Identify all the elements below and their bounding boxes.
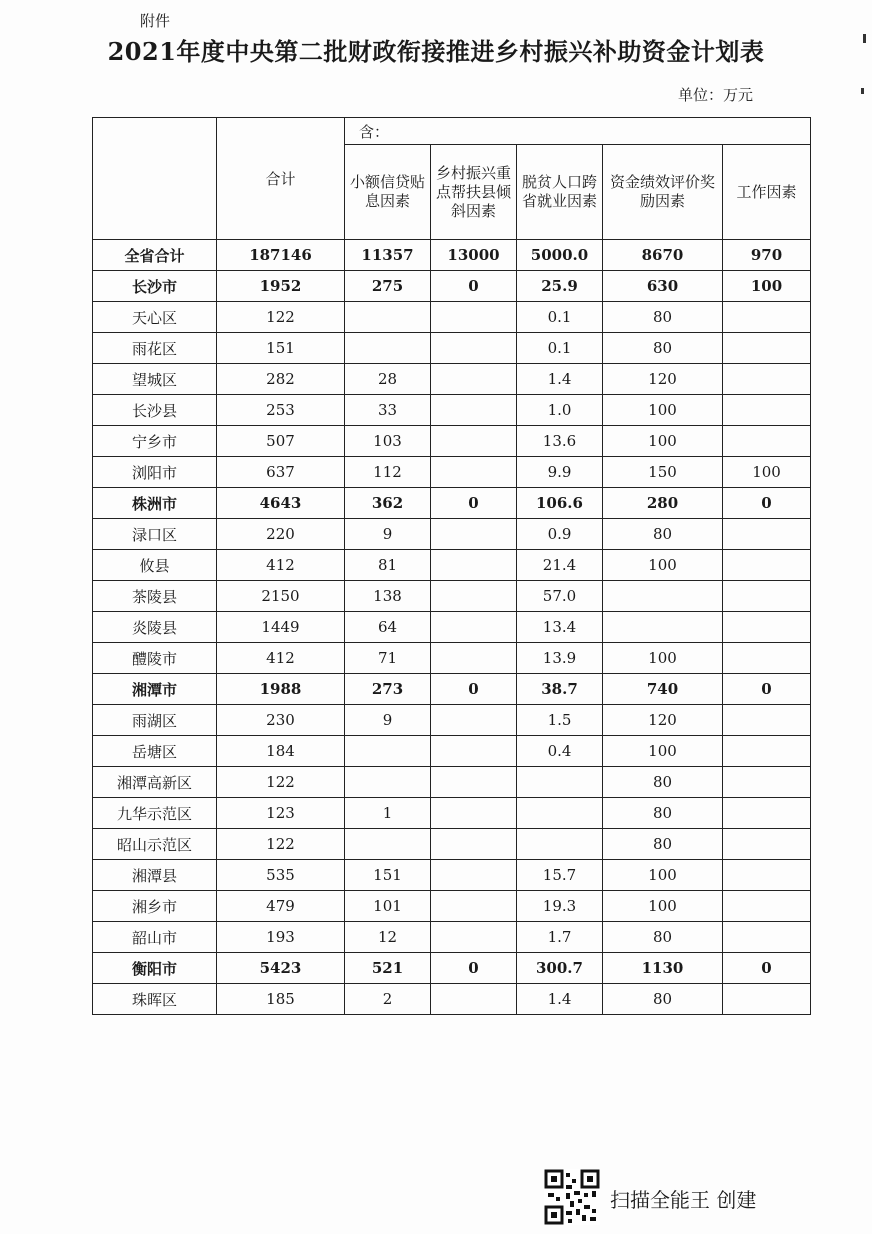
cell-microcredit: 28 — [345, 364, 431, 395]
cell-total: 1952 — [217, 271, 345, 302]
cell-employment: 25.9 — [517, 271, 603, 302]
cell-key-county: 0 — [431, 488, 517, 519]
cell-microcredit: 11357 — [345, 240, 431, 271]
cell-employment: 0.4 — [517, 736, 603, 767]
cell-key-county — [431, 705, 517, 736]
cell-region: 雨花区 — [93, 333, 217, 364]
cell-employment: 13.4 — [517, 612, 603, 643]
cell-work: 0 — [723, 674, 811, 705]
cell-performance: 80 — [603, 519, 723, 550]
cell-region: 攸县 — [93, 550, 217, 581]
cell-employment: 1.5 — [517, 705, 603, 736]
cell-region: 茶陵县 — [93, 581, 217, 612]
cell-performance: 100 — [603, 891, 723, 922]
cell-work — [723, 829, 811, 860]
cell-performance: 120 — [603, 705, 723, 736]
cell-total: 479 — [217, 891, 345, 922]
cell-microcredit: 9 — [345, 705, 431, 736]
cell-total: 412 — [217, 550, 345, 581]
cell-microcredit: 138 — [345, 581, 431, 612]
cell-performance: 120 — [603, 364, 723, 395]
cell-region: 长沙市 — [93, 271, 217, 302]
cell-employment — [517, 767, 603, 798]
cell-performance: 630 — [603, 271, 723, 302]
cell-key-county — [431, 891, 517, 922]
cell-microcredit: 71 — [345, 643, 431, 674]
cell-microcredit: 101 — [345, 891, 431, 922]
cell-microcredit: 521 — [345, 953, 431, 984]
cell-region: 湘乡市 — [93, 891, 217, 922]
cell-employment: 0.9 — [517, 519, 603, 550]
cell-work — [723, 581, 811, 612]
cell-region: 宁乡市 — [93, 426, 217, 457]
cell-key-county — [431, 457, 517, 488]
cell-region: 天心区 — [93, 302, 217, 333]
cell-total: 193 — [217, 922, 345, 953]
cell-employment: 57.0 — [517, 581, 603, 612]
table-row — [93, 240, 811, 271]
header-col1: 小额信贷贴息因素 — [345, 145, 431, 240]
cell-total: 185 — [217, 984, 345, 1015]
cell-total: 507 — [217, 426, 345, 457]
cell-performance: 80 — [603, 333, 723, 364]
cell-performance — [603, 581, 723, 612]
cell-work — [723, 426, 811, 457]
cell-key-county — [431, 643, 517, 674]
cell-performance: 100 — [603, 395, 723, 426]
cell-performance: 1130 — [603, 953, 723, 984]
cell-microcredit: 81 — [345, 550, 431, 581]
cell-key-county — [431, 767, 517, 798]
cell-employment: 1.0 — [517, 395, 603, 426]
table-row — [93, 643, 811, 674]
table-row — [93, 736, 811, 767]
cell-region: 雨湖区 — [93, 705, 217, 736]
table-row — [93, 860, 811, 891]
cell-total: 123 — [217, 798, 345, 829]
cell-microcredit — [345, 829, 431, 860]
cell-work — [723, 519, 811, 550]
cell-region: 醴陵市 — [93, 643, 217, 674]
table-row — [93, 271, 811, 302]
header-including: 含： — [345, 118, 811, 145]
cell-total: 151 — [217, 333, 345, 364]
table-row — [93, 612, 811, 643]
cell-region: 长沙县 — [93, 395, 217, 426]
cell-region: 湘潭高新区 — [93, 767, 217, 798]
cell-region: 渌口区 — [93, 519, 217, 550]
unit-label: 单位：万元 — [678, 86, 754, 104]
cell-employment: 15.7 — [517, 860, 603, 891]
cell-total: 1449 — [217, 612, 345, 643]
cell-key-county — [431, 302, 517, 333]
cell-performance: 80 — [603, 984, 723, 1015]
cell-work — [723, 860, 811, 891]
cell-work — [723, 643, 811, 674]
cell-microcredit: 9 — [345, 519, 431, 550]
cell-microcredit: 362 — [345, 488, 431, 519]
cell-microcredit: 2 — [345, 984, 431, 1015]
cell-key-county — [431, 860, 517, 891]
table-row — [93, 953, 811, 984]
table-row — [93, 767, 811, 798]
cell-work — [723, 798, 811, 829]
page-title: 2021年度中央第二批财政衔接推进乡村振兴补助资金计划表 — [107, 37, 765, 66]
cell-region: 株洲市 — [93, 488, 217, 519]
table-row — [93, 395, 811, 426]
cell-employment: 1.4 — [517, 364, 603, 395]
cell-key-county — [431, 984, 517, 1015]
cell-employment: 38.7 — [517, 674, 603, 705]
cell-key-county — [431, 829, 517, 860]
table-row — [93, 519, 811, 550]
cell-total: 187146 — [217, 240, 345, 271]
cell-microcredit: 103 — [345, 426, 431, 457]
cell-region: 衡阳市 — [93, 953, 217, 984]
cell-total: 122 — [217, 829, 345, 860]
cell-performance: 8670 — [603, 240, 723, 271]
cell-key-county: 13000 — [431, 240, 517, 271]
scan-mark — [861, 88, 864, 94]
table-row — [93, 984, 811, 1015]
cell-employment: 13.9 — [517, 643, 603, 674]
cell-microcredit: 64 — [345, 612, 431, 643]
cell-work: 970 — [723, 240, 811, 271]
header-col5: 工作因素 — [723, 145, 811, 240]
table-row — [93, 302, 811, 333]
cell-total: 253 — [217, 395, 345, 426]
cell-total: 5423 — [217, 953, 345, 984]
cell-work — [723, 364, 811, 395]
cell-key-county — [431, 426, 517, 457]
cell-work — [723, 984, 811, 1015]
table-row — [93, 550, 811, 581]
cell-performance: 100 — [603, 860, 723, 891]
table-row — [93, 829, 811, 860]
cell-work — [723, 395, 811, 426]
cell-total: 184 — [217, 736, 345, 767]
cell-employment — [517, 829, 603, 860]
cell-region: 珠晖区 — [93, 984, 217, 1015]
cell-employment: 9.9 — [517, 457, 603, 488]
cell-region: 湘潭市 — [93, 674, 217, 705]
cell-total: 220 — [217, 519, 345, 550]
cell-total: 1988 — [217, 674, 345, 705]
table-row — [93, 891, 811, 922]
table-row — [93, 488, 811, 519]
cell-work — [723, 891, 811, 922]
cell-work — [723, 736, 811, 767]
table-row — [93, 705, 811, 736]
cell-performance: 80 — [603, 798, 723, 829]
cell-microcredit: 1 — [345, 798, 431, 829]
cell-key-county — [431, 395, 517, 426]
cell-performance: 150 — [603, 457, 723, 488]
cell-key-county — [431, 581, 517, 612]
cell-key-county — [431, 333, 517, 364]
cell-employment: 1.4 — [517, 984, 603, 1015]
cell-total: 535 — [217, 860, 345, 891]
cell-key-county — [431, 364, 517, 395]
cell-work — [723, 333, 811, 364]
table-row — [93, 333, 811, 364]
table-row — [93, 457, 811, 488]
cell-key-county: 0 — [431, 271, 517, 302]
cell-key-county — [431, 612, 517, 643]
qr-code-icon — [544, 1169, 600, 1225]
header-col2: 乡村振兴重点帮扶县倾斜因素 — [431, 145, 517, 240]
cell-key-county — [431, 922, 517, 953]
scanner-watermark: 扫描全能王 创建 — [610, 1188, 757, 1212]
cell-employment: 21.4 — [517, 550, 603, 581]
cell-employment: 19.3 — [517, 891, 603, 922]
cell-region: 望城区 — [93, 364, 217, 395]
cell-key-county: 0 — [431, 953, 517, 984]
cell-performance: 280 — [603, 488, 723, 519]
cell-key-county: 0 — [431, 674, 517, 705]
cell-performance — [603, 612, 723, 643]
cell-region: 全省合计 — [93, 240, 217, 271]
cell-total: 282 — [217, 364, 345, 395]
cell-microcredit: 12 — [345, 922, 431, 953]
cell-performance: 100 — [603, 736, 723, 767]
table-row — [93, 922, 811, 953]
header-region — [93, 118, 217, 240]
cell-performance: 740 — [603, 674, 723, 705]
cell-total: 230 — [217, 705, 345, 736]
cell-performance: 100 — [603, 643, 723, 674]
cell-employment: 0.1 — [517, 333, 603, 364]
table-row — [93, 581, 811, 612]
cell-work: 0 — [723, 488, 811, 519]
cell-microcredit: 273 — [345, 674, 431, 705]
cell-total: 122 — [217, 302, 345, 333]
cell-region: 昭山示范区 — [93, 829, 217, 860]
cell-employment: 5000.0 — [517, 240, 603, 271]
cell-employment: 1.7 — [517, 922, 603, 953]
cell-employment: 13.6 — [517, 426, 603, 457]
cell-work — [723, 302, 811, 333]
cell-employment: 106.6 — [517, 488, 603, 519]
header-col3: 脱贫人口跨省就业因素 — [517, 145, 603, 240]
cell-key-county — [431, 519, 517, 550]
cell-microcredit: 151 — [345, 860, 431, 891]
table-row — [93, 426, 811, 457]
cell-performance: 80 — [603, 302, 723, 333]
cell-employment: 0.1 — [517, 302, 603, 333]
cell-region: 九华示范区 — [93, 798, 217, 829]
cell-total: 637 — [217, 457, 345, 488]
cell-microcredit — [345, 767, 431, 798]
cell-microcredit — [345, 302, 431, 333]
cell-key-county — [431, 550, 517, 581]
cell-total: 122 — [217, 767, 345, 798]
cell-work — [723, 550, 811, 581]
cell-region: 湘潭县 — [93, 860, 217, 891]
cell-region: 岳塘区 — [93, 736, 217, 767]
cell-performance: 100 — [603, 426, 723, 457]
cell-region: 炎陵县 — [93, 612, 217, 643]
cell-employment — [517, 798, 603, 829]
scan-mark — [863, 34, 866, 43]
cell-work — [723, 705, 811, 736]
cell-total: 2150 — [217, 581, 345, 612]
header-total: 合计 — [217, 118, 345, 240]
cell-key-county — [431, 798, 517, 829]
cell-total: 4643 — [217, 488, 345, 519]
cell-performance: 80 — [603, 922, 723, 953]
cell-performance: 100 — [603, 550, 723, 581]
cell-work — [723, 922, 811, 953]
cell-microcredit — [345, 736, 431, 767]
cell-microcredit: 275 — [345, 271, 431, 302]
cell-work — [723, 612, 811, 643]
cell-microcredit: 112 — [345, 457, 431, 488]
cell-work: 100 — [723, 457, 811, 488]
table-row — [93, 798, 811, 829]
cell-work: 100 — [723, 271, 811, 302]
cell-region: 浏阳市 — [93, 457, 217, 488]
cell-total: 412 — [217, 643, 345, 674]
cell-region: 韶山市 — [93, 922, 217, 953]
table-row — [93, 674, 811, 705]
header-col4: 资金绩效评价奖励因素 — [603, 145, 723, 240]
cell-work: 0 — [723, 953, 811, 984]
cell-performance: 80 — [603, 829, 723, 860]
cell-performance: 80 — [603, 767, 723, 798]
funding-table — [92, 117, 811, 1015]
cell-work — [723, 767, 811, 798]
cell-microcredit — [345, 333, 431, 364]
cell-key-county — [431, 736, 517, 767]
cell-employment: 300.7 — [517, 953, 603, 984]
cell-microcredit: 33 — [345, 395, 431, 426]
table-row — [93, 364, 811, 395]
attachment-label: 附件 — [140, 12, 171, 30]
